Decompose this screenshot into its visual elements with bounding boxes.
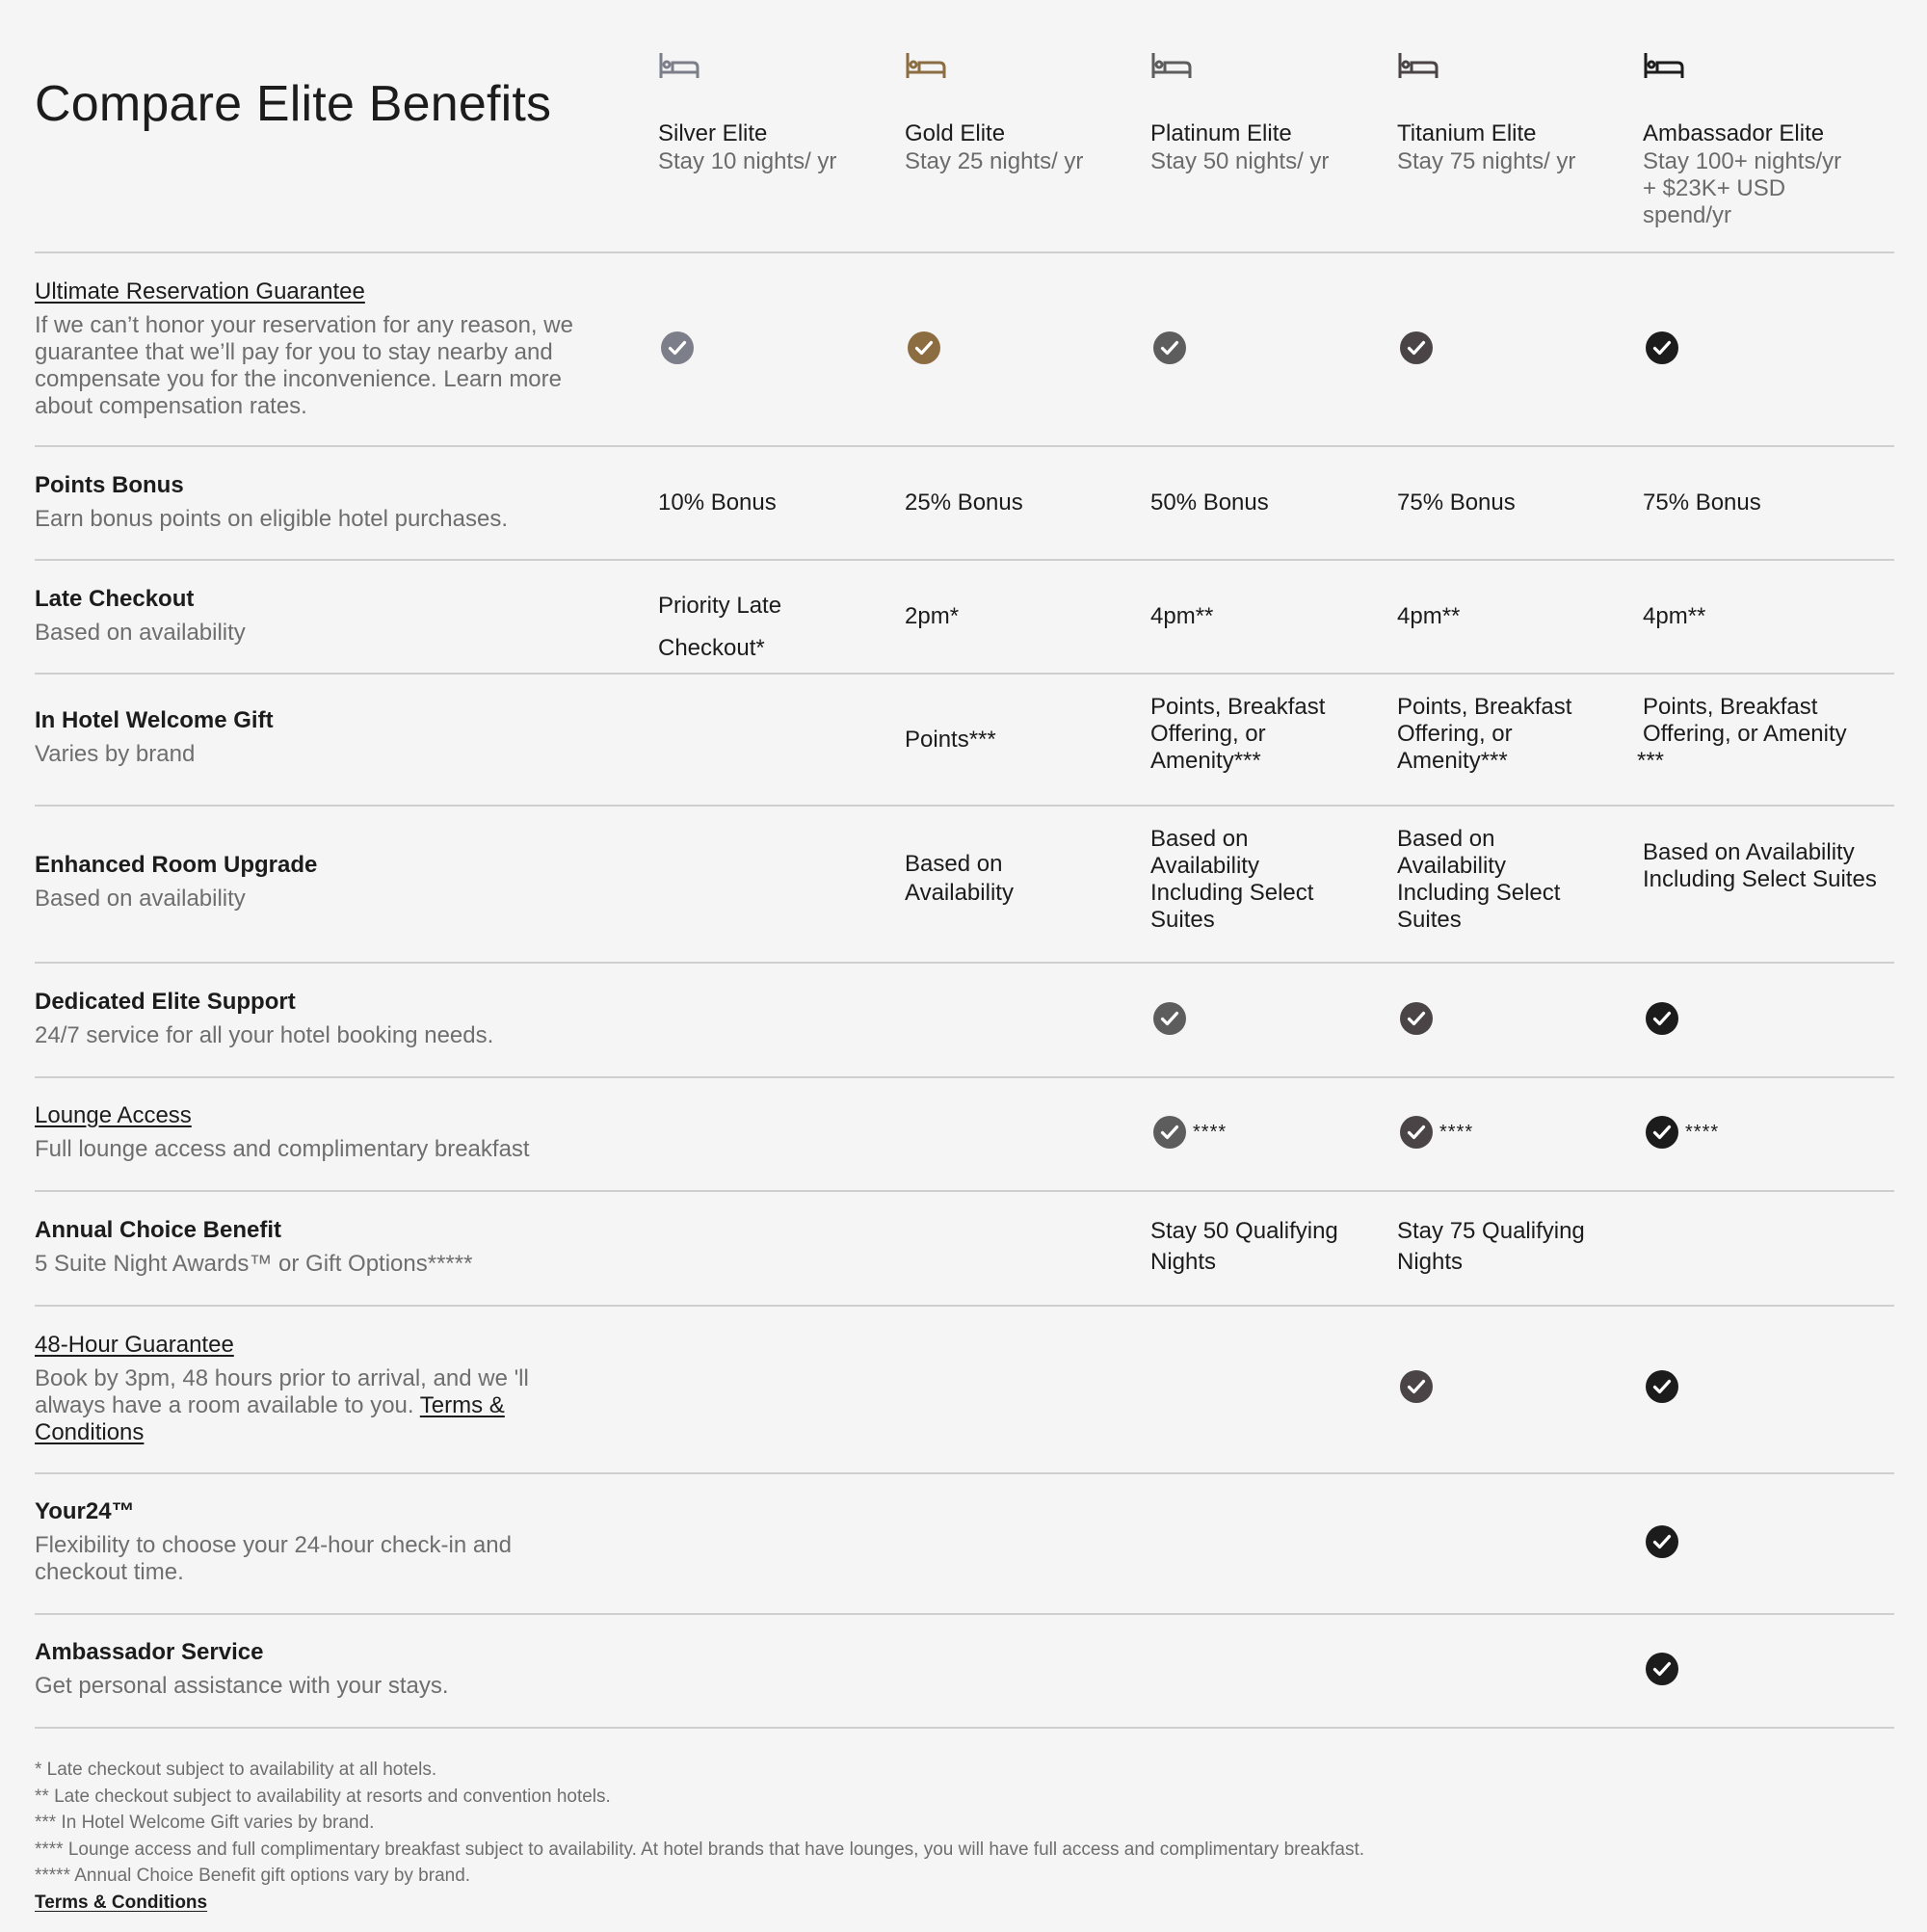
tier-cell-ambassador — [1645, 331, 1886, 365]
tier-requirement: Stay 10 nights/ yr — [658, 148, 837, 174]
benefit-info — [35, 706, 574, 768]
tier-cell-platinum: 4pm** — [1150, 603, 1214, 629]
tier-cell-ambassador: 75% Bonus — [1643, 490, 1761, 516]
bed-icon — [1397, 50, 1439, 81]
divider — [35, 1305, 1894, 1307]
tier-cell-ambassador — [1637, 694, 1884, 775]
benefit-info — [35, 1638, 574, 1700]
tier-cell-titanium — [1399, 1369, 1640, 1404]
tier-name: Titanium Elite — [1397, 120, 1537, 146]
benefit-description: Based on availability — [35, 886, 246, 912]
footnote: *** In Hotel Welcome Gift varies by brand. — [35, 1813, 375, 1833]
divider — [35, 1190, 1894, 1192]
benefit-info — [35, 1497, 574, 1586]
tier-cell-silver — [660, 331, 901, 365]
tier-cell-titanium: Points, Breakfast Offering, or Amenity*** — [1397, 694, 1572, 774]
tier-cell-platinum — [1152, 1115, 1393, 1150]
check-circle-icon — [1645, 331, 1679, 365]
bed-icon — [658, 50, 700, 81]
benefit-info — [35, 1101, 574, 1163]
tier-cell-platinum — [1152, 1001, 1393, 1036]
tier-name: Silver Elite — [658, 120, 768, 146]
divider — [35, 1472, 1894, 1474]
benefit-info — [35, 585, 574, 647]
tier-cell-ambassador — [1645, 1115, 1886, 1150]
bed-icon — [1643, 50, 1685, 81]
benefit-title: Your24™ — [35, 1498, 135, 1524]
divider — [35, 559, 1894, 561]
ultimate-reservation-guarantee-link[interactable]: Ultimate Reservation Guarantee — [35, 278, 365, 304]
tier-cell-ambassador: Based on Availability Including Select Suites — [1643, 839, 1877, 892]
check-circle-icon — [1152, 1001, 1187, 1036]
benefit-description: Full lounge access and complimentary breakfast — [35, 1136, 530, 1162]
footnote: ** Late checkout subject to availability at resorts and convention hotels. — [35, 1786, 611, 1807]
benefit-description — [35, 1365, 574, 1446]
tier-cell-ambassador — [1645, 1001, 1886, 1036]
benefit-description: If we can’t honor your reservation for any reason, we guarantee that we’ll pay for you to stay nearby and compensate you for the inconvenience. Learn more about compensation rates. — [35, 312, 573, 419]
tier-cell-titanium — [1399, 331, 1640, 365]
tier-cell-ambassador: 4pm** — [1643, 603, 1706, 629]
benefit-info — [35, 988, 574, 1049]
tier-cell-gold — [907, 331, 1148, 365]
check-circle-icon — [1399, 1115, 1434, 1150]
divider — [35, 251, 1894, 253]
tier-cell-titanium: Stay 75 Qualifying Nights — [1397, 1218, 1585, 1275]
footnote: ***** Annual Choice Benefit gift options vary by brand. — [35, 1866, 471, 1886]
benefit-info — [35, 471, 574, 533]
benefit-description: Earn bonus points on eligible hotel purchases. — [35, 506, 508, 532]
benefit-info — [35, 851, 574, 913]
tier-requirement: Stay 100+ nights/yr + $23K+ USD spend/yr — [1643, 148, 1842, 228]
page-title: Compare Elite Benefits — [35, 76, 552, 132]
tier-cell-ambassador — [1645, 1524, 1886, 1559]
tier-cell-ambassador — [1645, 1652, 1886, 1686]
divider — [35, 673, 1894, 675]
tier-requirement: Stay 25 nights/ yr — [905, 148, 1084, 174]
tier-requirement: Stay 75 nights/ yr — [1397, 148, 1576, 174]
terms-conditions-link[interactable]: Terms & Conditions — [35, 1392, 505, 1445]
tier-header-ambassador — [1643, 50, 1884, 229]
tier-cell-silver: 10% Bonus — [658, 490, 777, 516]
tier-cell-titanium — [1399, 1001, 1640, 1036]
benefit-title: Points Bonus — [35, 472, 184, 498]
benefit-title: Enhanced Room Upgrade — [35, 852, 318, 878]
tier-name: Ambassador Elite — [1643, 120, 1825, 146]
tier-cell-titanium: 4pm** — [1397, 603, 1461, 629]
check-circle-icon — [1645, 1115, 1679, 1150]
benefit-description: Get personal assistance with your stays. — [35, 1673, 449, 1699]
bed-icon — [905, 50, 947, 81]
tier-cell-titanium: Based on Availability Including Select Suites — [1397, 826, 1561, 933]
check-circle-icon — [1645, 1652, 1679, 1686]
tier-cell-silver: Priority Late Checkout* — [658, 593, 782, 661]
footnote: **** Lounge access and full complimentary breakfast subject to availability. At hotel brands that have lounges, you will have full access and complimentary breakfast. — [35, 1839, 1365, 1860]
benefit-description: Varies by brand — [35, 741, 196, 767]
footnote-marker: **** — [1193, 1122, 1227, 1143]
tier-requirement: Stay 50 nights/ yr — [1150, 148, 1330, 174]
tier-cell-platinum: 50% Bonus — [1150, 490, 1269, 516]
benefit-info — [35, 1331, 574, 1446]
check-circle-icon — [1645, 1001, 1679, 1036]
tier-header-platinum — [1150, 50, 1391, 175]
divider — [35, 1076, 1894, 1078]
check-circle-icon — [660, 331, 695, 365]
footnotes — [35, 1757, 1865, 1916]
divider — [35, 962, 1894, 964]
divider — [35, 445, 1894, 447]
check-circle-icon — [1152, 1115, 1187, 1150]
divider — [35, 1727, 1894, 1729]
tier-cell-titanium — [1399, 1115, 1640, 1150]
check-circle-icon — [1152, 331, 1187, 365]
tier-name: Gold Elite — [905, 120, 1006, 146]
bed-icon — [1150, 50, 1193, 81]
tier-cell-platinum: Stay 50 Qualifying Nights — [1150, 1218, 1338, 1275]
benefit-info — [35, 1216, 574, 1278]
benefit-title: Dedicated Elite Support — [35, 989, 296, 1015]
tier-header-gold — [905, 50, 1146, 175]
benefit-description-text: Book by 3pm, 48 hours prior to arrival, and we 'll always have a room available to you. — [35, 1365, 529, 1418]
tier-cell-platinum: Points, Breakfast Offering, or Amenity*** — [1150, 694, 1326, 774]
check-circle-icon — [1645, 1369, 1679, 1404]
check-circle-icon — [1399, 331, 1434, 365]
tier-cell-ambassador — [1645, 1369, 1886, 1404]
benefit-info — [35, 278, 574, 420]
check-circle-icon — [1645, 1524, 1679, 1559]
terms-conditions-footer-link[interactable]: Terms & Conditions — [35, 1892, 208, 1913]
benefit-description: 24/7 service for all your hotel booking needs. — [35, 1022, 494, 1048]
benefit-title: Annual Choice Benefit — [35, 1217, 282, 1243]
cell-footnote-marker: *** — [1637, 748, 1665, 774]
tier-cell-gold: 25% Bonus — [905, 490, 1023, 516]
cell-value: Points, Breakfast Offering, or Amenity — [1643, 694, 1847, 747]
lounge-access-link[interactable]: Lounge Access — [35, 1102, 192, 1128]
benefit-description: 5 Suite Night Awards™ or Gift Options***** — [35, 1251, 473, 1277]
tier-name: Platinum Elite — [1150, 120, 1292, 146]
tier-header-silver — [658, 50, 899, 175]
48-hour-guarantee-link[interactable]: 48-Hour Guarantee — [35, 1332, 234, 1358]
benefit-title: Ambassador Service — [35, 1639, 264, 1665]
divider — [35, 805, 1894, 807]
check-circle-icon — [907, 331, 941, 365]
footnote-marker: **** — [1685, 1122, 1720, 1143]
tier-cell-titanium: 75% Bonus — [1397, 490, 1516, 516]
divider — [35, 1613, 1894, 1615]
benefit-title: Late Checkout — [35, 586, 195, 612]
tier-cell-gold: Points*** — [905, 727, 996, 753]
footnote: * Late checkout subject to availability at all hotels. — [35, 1760, 437, 1780]
benefit-title: In Hotel Welcome Gift — [35, 707, 274, 733]
tier-cell-gold: 2pm* — [905, 603, 960, 629]
footnote-marker: **** — [1439, 1122, 1474, 1143]
benefit-description: Flexibility to choose your 24-hour check-in and checkout time. — [35, 1532, 512, 1585]
check-circle-icon — [1399, 1001, 1434, 1036]
tier-cell-platinum — [1152, 331, 1393, 365]
tier-header-titanium — [1397, 50, 1638, 175]
benefit-description: Based on availability — [35, 620, 246, 646]
tier-cell-platinum: Based on Availability Including Select Suites — [1150, 826, 1314, 933]
check-circle-icon — [1399, 1369, 1434, 1404]
tier-cell-gold: Based on Availability — [905, 851, 1014, 906]
